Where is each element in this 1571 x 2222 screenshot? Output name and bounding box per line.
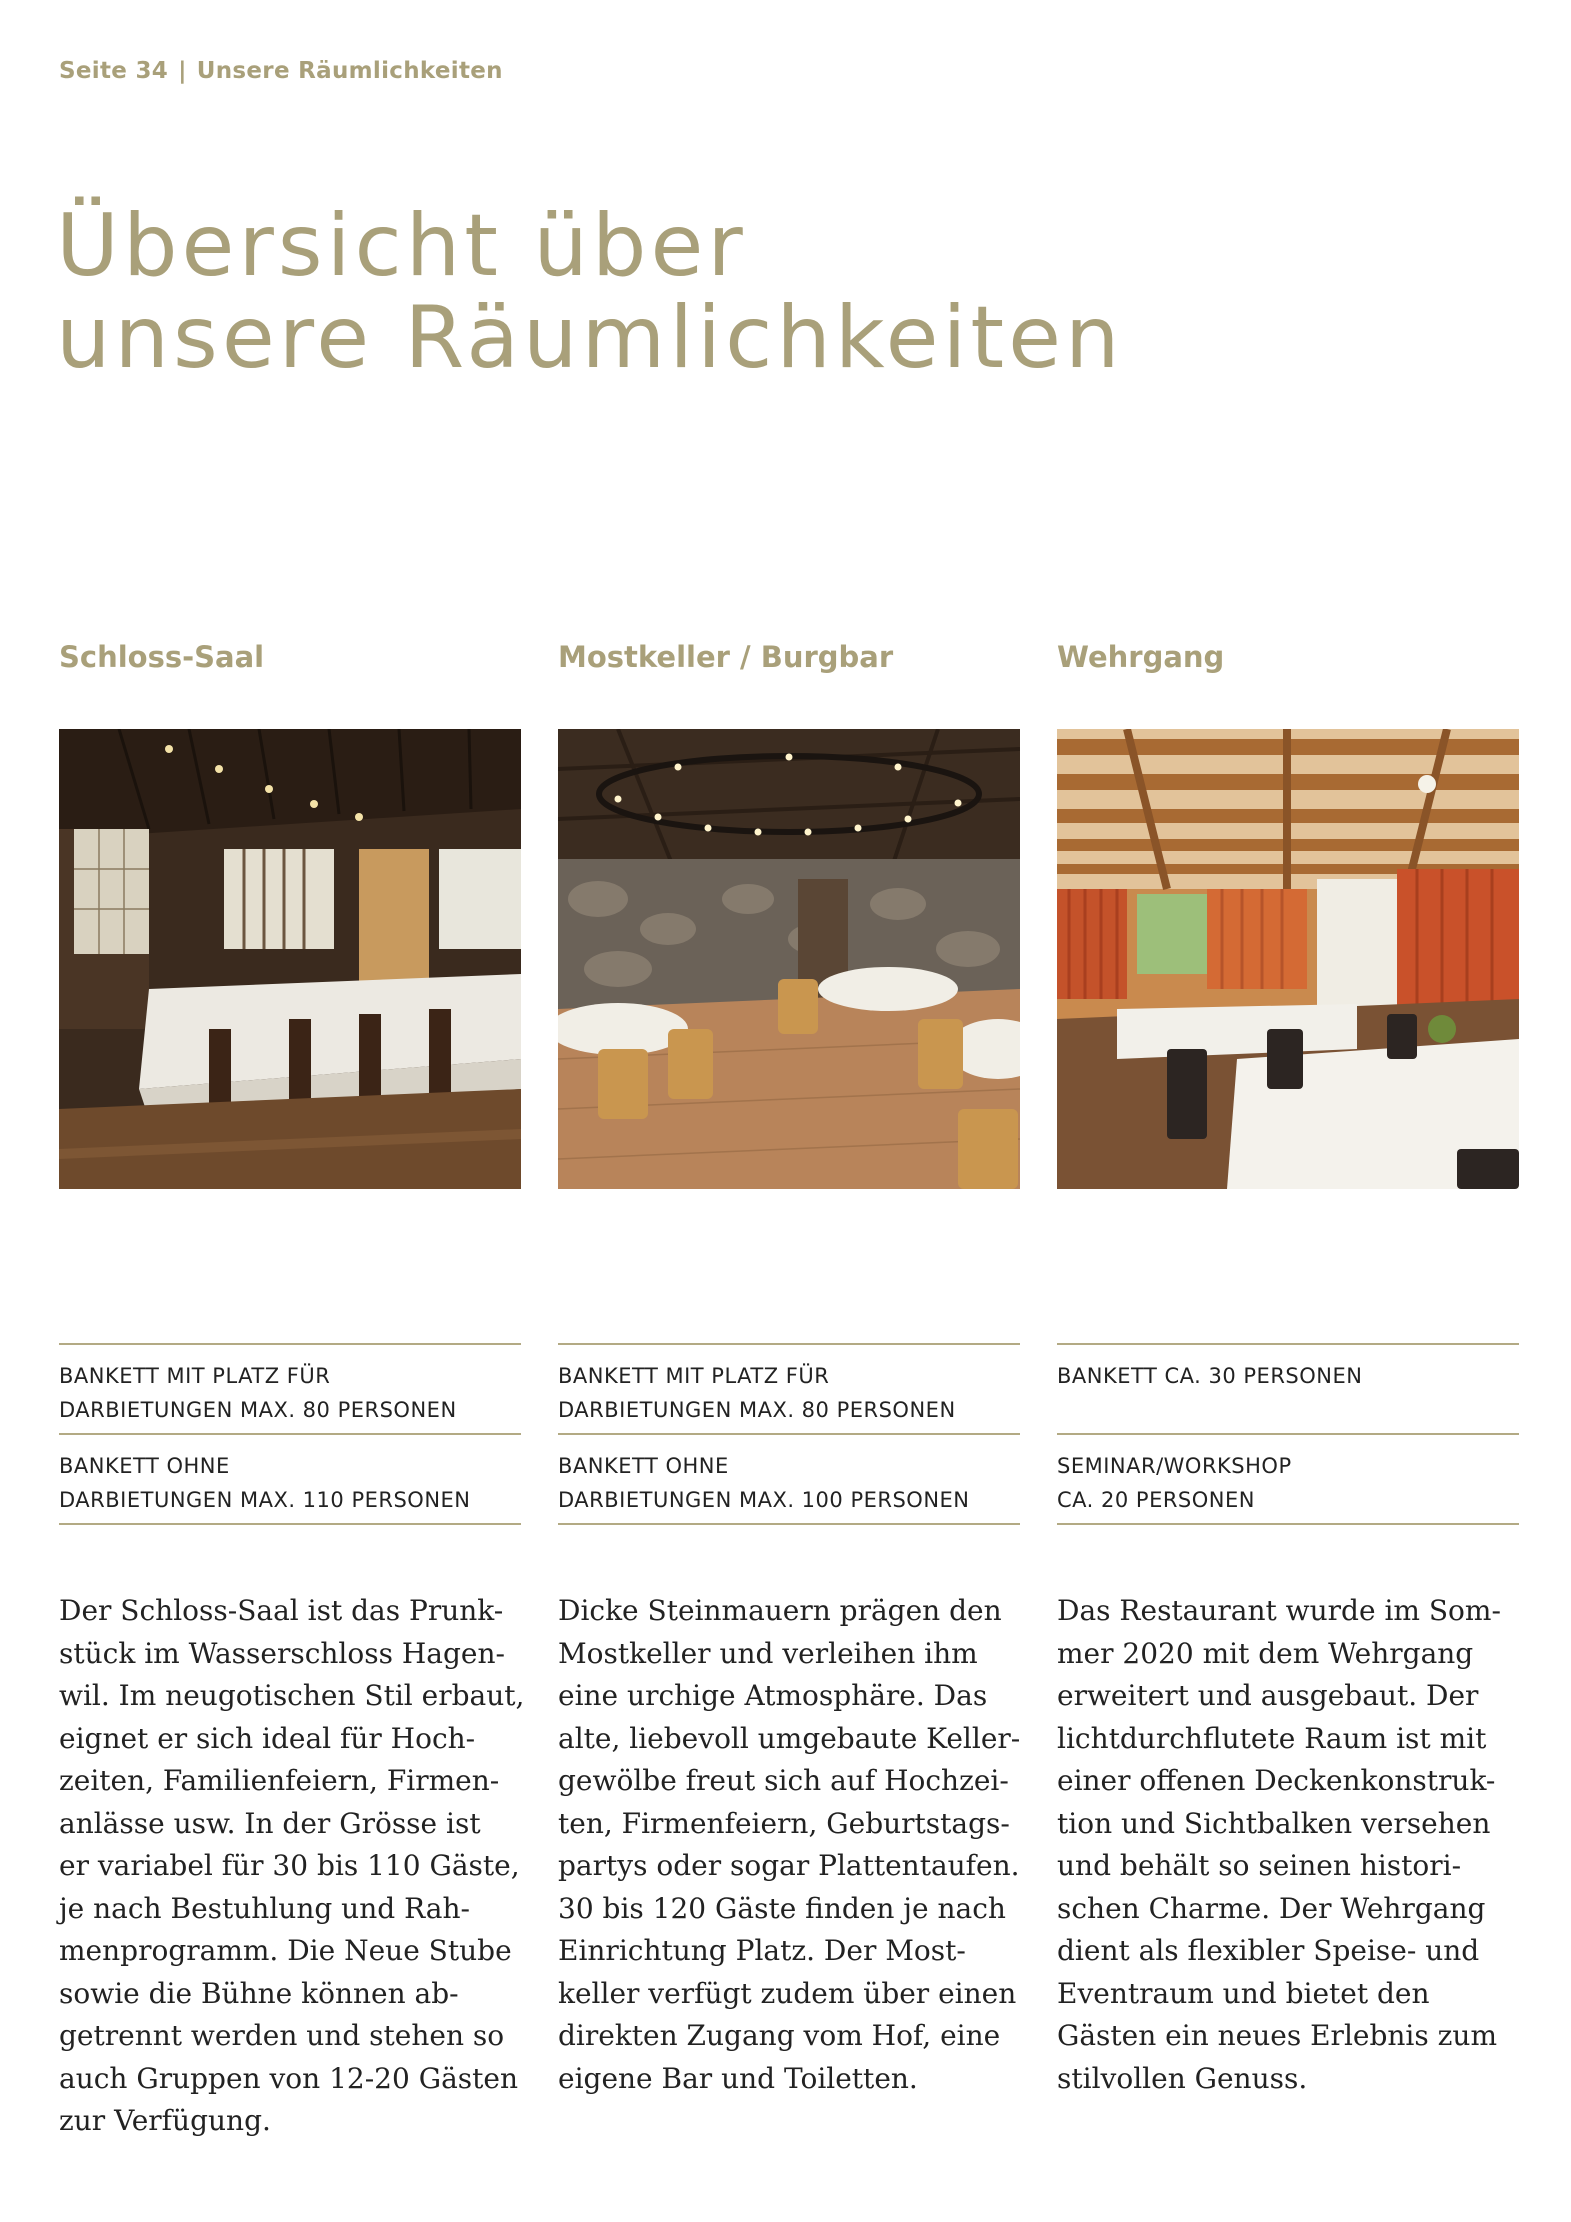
- capacity-item: [59, 1343, 521, 1433]
- capacity-item: [558, 1433, 1020, 1523]
- room-title: Wehrgang: [1057, 640, 1225, 674]
- capacity-line: BANKETT MIT PLATZ FÜR: [558, 1364, 830, 1388]
- capacity-line: DARBIETUNGEN MAX. 100 PERSONEN: [558, 1488, 970, 1512]
- description-line: eigene Bar und Toiletten.: [558, 2061, 918, 2095]
- divider: [59, 1523, 521, 1525]
- timber-ceiling-restaurant-photo: [1057, 729, 1519, 1189]
- page-title: [56, 196, 1124, 388]
- divider: [1057, 1523, 1519, 1525]
- description-line: Das Restaurant wurde im Som-: [1057, 1594, 1501, 1627]
- room-description: [1057, 1590, 1527, 2100]
- description-line: Der Schloss-Saal ist das Prunk-: [59, 1594, 504, 1627]
- capacity-list: [59, 1343, 521, 1525]
- capacity-line: BANKETT OHNE: [558, 1454, 729, 1478]
- description-line: stilvollen Genuss.: [1057, 2061, 1308, 2095]
- description-line: tion und Sichtbalken versehen: [1057, 1806, 1491, 1840]
- description-line: er variabel für 30 bis 110 Gäste,: [59, 1849, 520, 1882]
- capacity-line: BANKETT CA. 30 PERSONEN: [1057, 1364, 1363, 1388]
- description-line: je nach Bestuhlung und Rah-: [59, 1891, 470, 1925]
- room-title: Mostkeller / Burgbar: [558, 640, 894, 674]
- description-line: und behält so seinen histori-: [1057, 1849, 1462, 1882]
- vaulted-cellar-photo: [558, 729, 1020, 1189]
- description-line: anlässe usw. In der Grösse ist: [59, 1806, 481, 1840]
- description-line: Mostkeller und verleihen ihm: [558, 1636, 978, 1670]
- capacity-item: [59, 1433, 521, 1523]
- capacity-list: [558, 1343, 1020, 1525]
- capacity-line: BANKETT MIT PLATZ FÜR: [59, 1364, 331, 1388]
- description-line: ten, Firmenfeiern, Geburtstags-: [558, 1806, 1010, 1840]
- description-line: eignet er sich ideal für Hoch-: [59, 1721, 476, 1755]
- description-line: Eventraum und bietet den: [1057, 1976, 1430, 2010]
- description-line: alte, liebevoll umgebaute Keller-: [558, 1721, 1021, 1755]
- description-line: 30 bis 120 Gäste finden je nach: [558, 1891, 1006, 1925]
- description-line: eine urchige Atmosphäre. Das: [558, 1679, 988, 1712]
- description-line: Gästen ein neues Erlebnis zum: [1057, 2019, 1497, 2052]
- page-number: Seite 34: [59, 58, 169, 84]
- divider: [558, 1523, 1020, 1525]
- description-line: dient als flexibler Speise- und: [1057, 1934, 1480, 1967]
- capacity-line: BANKETT OHNE: [59, 1454, 230, 1478]
- capacity-line: DARBIETUNGEN MAX. 80 PERSONEN: [59, 1398, 457, 1422]
- capacity-item: [558, 1343, 1020, 1433]
- description-line: auch Gruppen von 12-20 Gästen: [59, 2061, 518, 2095]
- description-line: wil. Im neugotischen Stil erbaut,: [59, 1679, 525, 1712]
- capacity-list: [1057, 1343, 1519, 1525]
- description-line: partys oder sogar Plattentaufen.: [558, 1849, 1020, 1882]
- title-line-2: unsere Räumlichkeiten: [56, 288, 1124, 388]
- capacity-line: DARBIETUNGEN MAX. 110 PERSONEN: [59, 1488, 471, 1512]
- capacity-line: DARBIETUNGEN MAX. 80 PERSONEN: [558, 1398, 956, 1422]
- description-line: gewölbe freut sich auf Hochzei-: [558, 1764, 1009, 1797]
- capacity-line: SEMINAR/WORKSHOP: [1057, 1454, 1292, 1478]
- description-line: stück im Wasserschloss Hagen-: [59, 1636, 505, 1670]
- room-title: Schloss-Saal: [59, 640, 265, 674]
- section-name: Unsere Räumlichkeiten: [196, 58, 503, 84]
- description-line: getrennt werden und stehen so: [59, 2019, 505, 2052]
- title-line-1: Übersicht über: [56, 196, 747, 296]
- description-line: sowie die Bühne können ab-: [59, 1976, 459, 2010]
- description-line: einer offenen Deckenkonstruk-: [1057, 1764, 1496, 1797]
- running-header: [59, 58, 503, 84]
- capacity-item: [1057, 1343, 1519, 1433]
- description-line: menprogramm. Die Neue Stube: [59, 1934, 512, 1967]
- banquet-hall-photo: [59, 729, 521, 1189]
- description-line: keller verfügt zudem über einen: [558, 1976, 1017, 2010]
- room-description: [59, 1590, 529, 2143]
- description-line: Dicke Steinmauern prägen den: [558, 1594, 1002, 1627]
- header-separator: |: [178, 58, 187, 84]
- description-line: erweitert und ausgebaut. Der: [1057, 1679, 1479, 1712]
- description-line: mer 2020 mit dem Wehrgang: [1057, 1636, 1474, 1670]
- description-line: zur Verfügung.: [59, 2104, 271, 2137]
- description-line: schen Charme. Der Wehrgang: [1057, 1891, 1486, 1925]
- description-line: lichtdurchflutete Raum ist mit: [1057, 1721, 1487, 1755]
- room-description: [558, 1590, 1028, 2100]
- description-line: direkten Zugang vom Hof, eine: [558, 2019, 1001, 2052]
- description-line: zeiten, Familienfeiern, Firmen-: [59, 1764, 500, 1797]
- capacity-line: CA. 20 PERSONEN: [1057, 1488, 1255, 1512]
- capacity-item: [1057, 1433, 1519, 1523]
- description-line: Einrichtung Platz. Der Most-: [558, 1934, 966, 1967]
